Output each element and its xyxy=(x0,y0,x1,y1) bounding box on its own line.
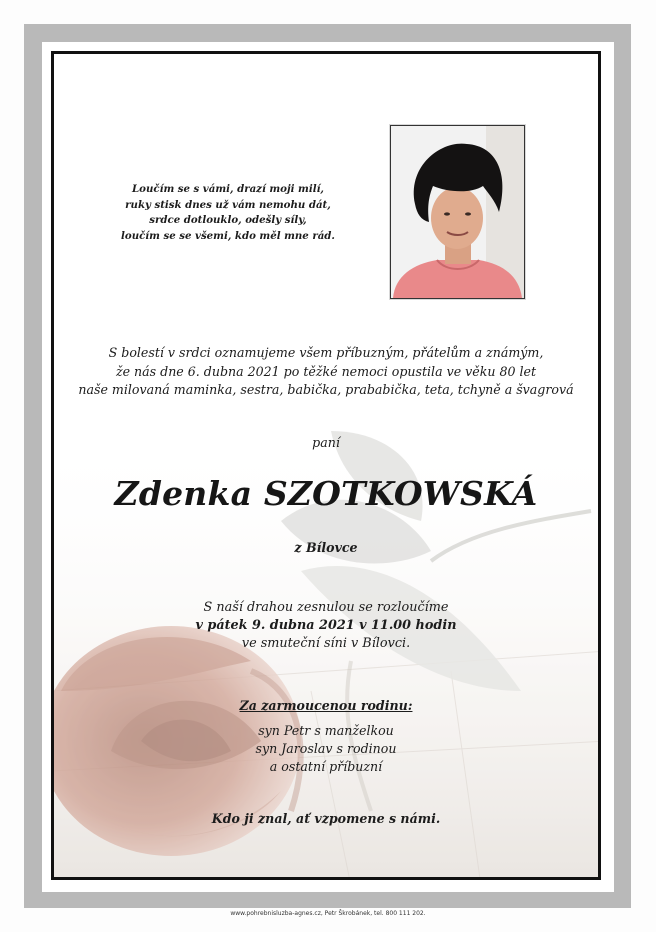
family-member: a ostatní příbuzní xyxy=(269,759,383,775)
announcement-line: že nás dne 6. dubna 2021 po těžké nemoci opustila ve věku 80 let xyxy=(115,363,537,379)
death-announcement xyxy=(54,344,598,400)
family-member: syn Petr s manželkou xyxy=(258,723,394,738)
family-members xyxy=(54,722,598,777)
black-border-frame xyxy=(51,51,601,880)
deceased-name: Zdenka SZOTKOWSKÁ xyxy=(114,474,538,513)
farewell-info xyxy=(54,599,598,653)
poem-line: Loučím se s vámi, drazí moji milí, xyxy=(132,183,324,195)
deceased-portrait xyxy=(390,125,525,299)
deceased-origin: z Bílovce xyxy=(294,540,358,555)
portrait-image xyxy=(391,126,524,298)
announcement-line: S bolestí v srdci oznamujeme všem příbuzným, přátelům a známým, xyxy=(108,345,544,360)
family-heading: Za zarmoucenou rodinu: xyxy=(239,698,413,713)
poem-line: srdce dotlouklo, odešly síly, xyxy=(149,214,307,226)
footer-contact: www.pohrebnisluzba-agnes.cz, Petr Škrobánek, tel. 800 111 202. xyxy=(230,910,426,917)
farewell-datetime: v pátek 9. dubna 2021 v 11.00 hodin xyxy=(195,618,457,633)
announcement-line: naše milovaná maminka, sestra, babička, prababička, teta, tchyně a švagrová xyxy=(78,382,574,398)
family-member: syn Jaroslav s rodinou xyxy=(255,741,397,757)
honorific-title: paní xyxy=(312,435,340,450)
farewell-intro: S naší drahou zesnulou se rozloučíme xyxy=(203,600,449,615)
poem-line: loučím se se všemi, kdo měl mne rád. xyxy=(121,229,335,242)
closing-line: Kdo ji znal, ať vzpomene s námi. xyxy=(211,811,441,826)
farewell-place: ve smuteční síni v Bílovci. xyxy=(241,636,411,651)
poem-line: ruky stisk dnes už vám nemohu dát, xyxy=(125,198,331,211)
farewell-poem xyxy=(108,182,348,244)
